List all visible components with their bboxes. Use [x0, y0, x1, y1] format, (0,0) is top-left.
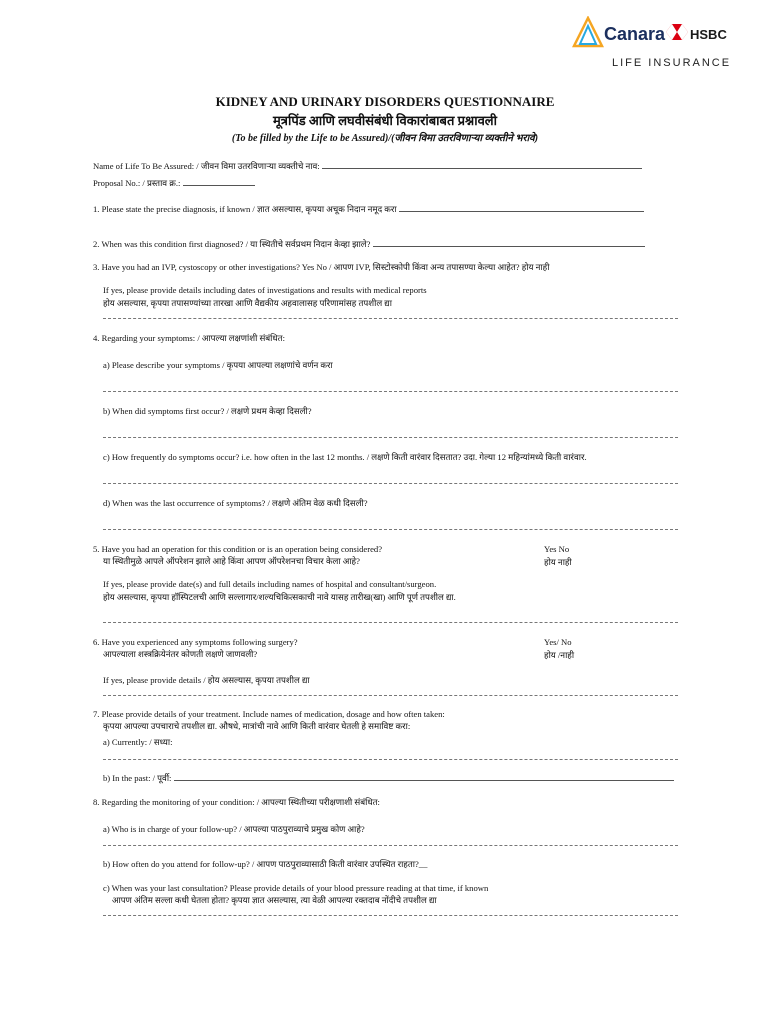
question-6-label-english: 6. Have you experienced any symptoms following surgery? — [93, 637, 298, 647]
question-6-yes-no-english[interactable]: Yes/ No — [544, 637, 572, 647]
question-6-yes-no[interactable] — [544, 636, 574, 662]
question-7a-answer-line[interactable] — [103, 759, 678, 760]
question-1-row — [93, 203, 644, 214]
question-2-input[interactable] — [373, 238, 645, 247]
question-8b-label: b) How often do you attend for follow-up? / आपण पाठपुराव्यासाठी किती वारंवार उपस्थित राहता?__ — [103, 859, 428, 869]
canara-triangle-icon — [572, 16, 604, 50]
proposal-field-input[interactable] — [183, 177, 255, 186]
question-5-yes-no-english[interactable]: Yes No — [544, 544, 570, 554]
question-8-label: 8. Regarding the monitoring of your condition: / आपल्या स्थितीच्या परीक्षणाशी संबंधित: — [93, 797, 380, 807]
question-5-answer-line[interactable] — [103, 622, 678, 623]
title-marathi: मूत्रपिंड आणि लघवीसंबंधी विकारांबाबत प्रश्नावली — [273, 113, 497, 128]
question-8c-label-english: c) When was your last consultation? Please provide details of your blood pressure reading at that time, if known — [103, 883, 489, 893]
question-4a-answer-line[interactable] — [103, 391, 678, 392]
name-field-label: Name of Life To Be Assured: / जीवन विमा उतरविणाऱ्या व्यक्तीचे नाव: — [93, 161, 320, 171]
question-7b-input[interactable] — [174, 772, 674, 781]
question-1-input[interactable] — [399, 203, 644, 212]
question-3-answer-line[interactable] — [103, 318, 678, 319]
question-3-detail-marathi: होय असल्यास, कृपया तपासण्यांच्या तारखा आणि वैद्यकीय अहवालासह परिणामांसह तपशील द्या — [103, 298, 392, 308]
fill-instruction: (To be filled by the Life to be Assured)/(जीवन विमा उतरविणाऱ्या व्यक्तीने भरावे) — [231, 133, 539, 144]
question-5-yes-no[interactable] — [544, 543, 572, 569]
question-3-label: 3. Have you had an IVP, cystoscopy or other investigations? Yes No / आपण IVP, सिस्टोस्कोपी किंवा अन्य तपासण्या केल्या आहेत? होय नाही — [93, 262, 550, 272]
question-4d-label: d) When was the last occurrence of symptoms? / लक्षणे अंतिम वेळ कधी दिसली? — [103, 498, 368, 508]
brand-subtitle: LIFE INSURANCE — [612, 57, 732, 69]
question-6-detail-label: If yes, please provide details / होय असल्यास, कृपया तपशील द्या — [103, 675, 310, 685]
proposal-field-label: Proposal No.: / प्रस्ताव क्र.: — [93, 178, 181, 188]
question-5-detail-english: If yes, please provide date(s) and full details including names of hospital and consultant/surgeon. — [103, 579, 437, 589]
title-english: KIDNEY AND URINARY DISORDERS QUESTIONNAIRE — [215, 94, 555, 109]
question-4d-answer-line[interactable] — [103, 529, 678, 530]
question-8a-label: a) Who is in charge of your follow-up? / आपल्या पाठपुराव्याचे प्रमुख कोण आहे? — [103, 824, 365, 834]
question-7-label-english: 7. Please provide details of your treatment. Include names of medication, dosage and how often taken: — [93, 709, 445, 719]
question-5-label-english: 5. Have you had an operation for this condition or is an operation being considered? — [93, 544, 383, 554]
proposal-field-row — [93, 177, 255, 188]
question-4b-answer-line[interactable] — [103, 437, 678, 438]
question-4c-label: c) How frequently do symptoms occur? i.e. how often in the last 12 months. / लक्षणे किती वारंवार दिसतात? उदा. गेल्या 12 महिन्यांमध्ये किती वारंवार. — [103, 452, 587, 462]
question-4a-label: a) Please describe your symptoms / कृपया आपल्या लक्षणांचे वर्णन करा — [103, 360, 333, 370]
question-7b-label: b) In the past: / पूर्वी: — [103, 773, 172, 783]
canara-hsbc-logo — [572, 12, 747, 72]
question-4b-label: b) When did symptoms first occur? / लक्षणे प्रथम केव्हा दिसली? — [103, 406, 312, 416]
question-5-detail-marathi: होय असल्यास, कृपया हॉस्पिटलची आणि सल्लागार/शल्यचिकित्सकाची नावे यासह तारीख(खा) आणि पूर्ण तपशील द्या. — [103, 592, 456, 602]
brand-name-canara: Canara — [604, 24, 666, 44]
question-7b-row — [103, 772, 674, 783]
question-6-answer-line[interactable] — [103, 695, 678, 696]
hsbc-hexagon-icon — [666, 24, 688, 40]
question-8a-answer-line[interactable] — [103, 845, 678, 846]
question-6-yes-no-marathi[interactable]: होय /नाही — [544, 649, 575, 660]
question-2-row — [93, 238, 645, 249]
question-4-label: 4. Regarding your symptoms: / आपल्या लक्षणांशी संबंधित: — [93, 333, 285, 343]
question-7-label-marathi: कृपया आपल्या उपचाराचे तपशील द्या. औषधे, मात्रांची नावे आणि किती वारंवार घेतली हे समाविष्ट करा: — [103, 721, 411, 731]
question-1-label: 1. Please state the precise diagnosis, if known / ज्ञात असल्यास, कृपया अचूक निदान नमूद करा — [93, 204, 397, 214]
question-5-label-marathi: या स्थितीमुळे आपले ऑपरेशन झाले आहे किंवा आपण ऑपरेशनचा विचार केला आहे? — [103, 556, 360, 566]
question-8c-label-marathi: आपण अंतिम सल्ला कधी घेतला होता? कृपया ज्ञात असल्यास, त्या वेळी आपल्या रक्तदाब नोंदीचे तपशील द्या — [112, 895, 437, 905]
name-field-input[interactable] — [322, 160, 642, 169]
question-8c-answer-line[interactable] — [103, 915, 678, 916]
question-4c-answer-line[interactable] — [103, 483, 678, 484]
question-5-yes-no-marathi[interactable]: होय नाही — [544, 556, 572, 567]
brand-name-hsbc: HSBC — [690, 27, 727, 42]
question-2-label: 2. When was this condition first diagnosed? / या स्थितीचे सर्वप्रथम निदान केव्हा झाले? — [93, 239, 371, 249]
question-7a-label: a) Currently: / सध्या: — [103, 737, 173, 747]
question-3-detail-english: If yes, please provide details including dates of investigations and results with medical reports — [103, 285, 427, 295]
question-6-label-marathi: आपल्याला शस्त्रक्रियेनंतर कोणती लक्षणे जाणवली? — [103, 649, 258, 659]
name-field-row — [93, 160, 642, 171]
